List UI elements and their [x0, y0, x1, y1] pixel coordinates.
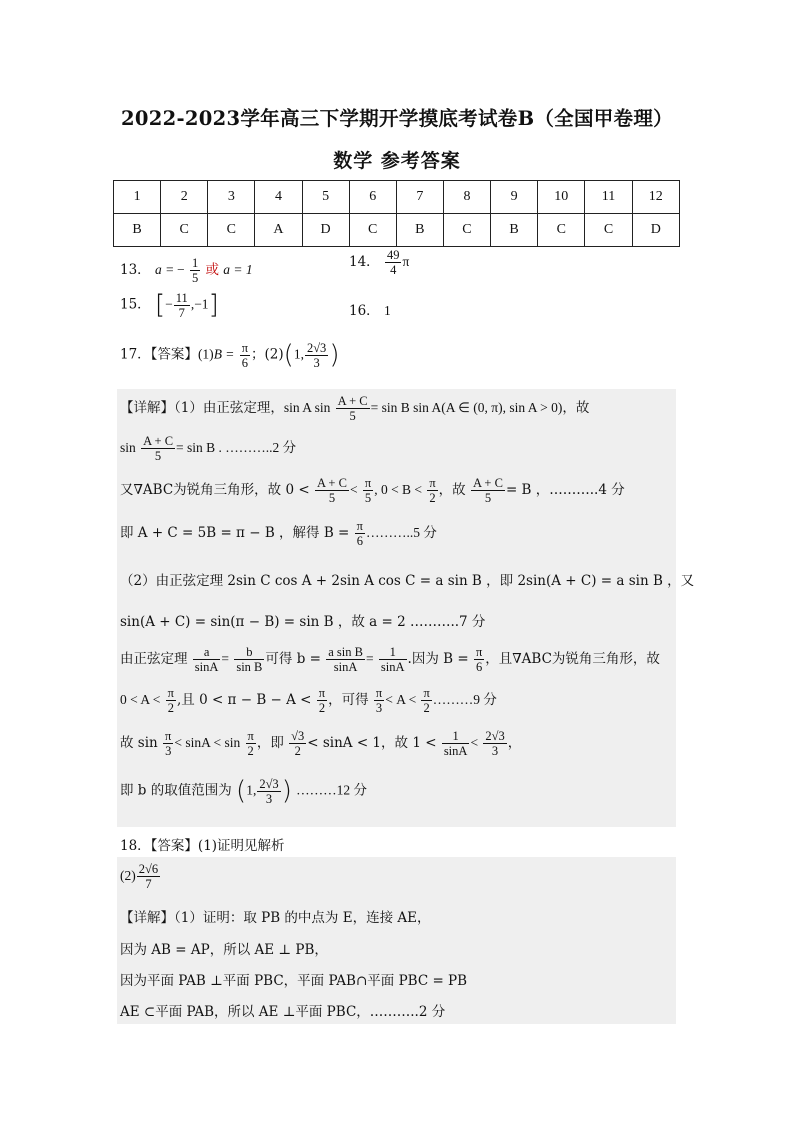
- frac-num: π: [364, 476, 372, 490]
- text: （2）由正弦定理 2sin C cos A + 2sin A cos C = a sin B ，即 2sin(A + C) = a sin B ，又: [120, 573, 695, 589]
- frac-num: π: [167, 686, 174, 700]
- frac-num: π: [318, 686, 326, 700]
- q13-fraction: [190, 256, 200, 285]
- q13-label: 13．: [120, 262, 151, 278]
- frac-den: 3: [265, 791, 273, 806]
- fraction: [246, 729, 256, 758]
- answer-table: [113, 180, 680, 247]
- text: ，: [507, 735, 522, 751]
- text: 故 sin: [120, 735, 158, 751]
- frac-num: 2√3: [485, 729, 505, 743]
- fraction: [257, 777, 280, 806]
- q16-value: 1: [383, 303, 391, 318]
- q14-pi: π: [402, 254, 410, 269]
- text: sin(A + C) = sin(π − B) = sin B ，故 a = 2 ………..7 分: [120, 614, 486, 630]
- q15-rest: ,−1: [190, 296, 209, 312]
- q17-sep: ；(2): [251, 346, 284, 363]
- text: 即 A + C = 5B = π − B ，解得 B =: [120, 525, 350, 541]
- q17-range-one: 1,: [293, 346, 304, 362]
- text: 1,: [246, 782, 257, 798]
- frac-num: b: [234, 645, 264, 660]
- fraction: [379, 645, 407, 674]
- q15-left-bracket: [: [154, 290, 166, 320]
- text: ,且 0 < π − B − A <: [176, 692, 312, 708]
- frac-num: A + C: [316, 476, 347, 490]
- answer-table-answer-cell: D: [302, 214, 349, 247]
- answer-table-answer-cell: C: [349, 214, 396, 247]
- q13-var: a: [154, 262, 162, 277]
- answer-table-number-cell: 4: [255, 181, 302, 214]
- q16-label: 16．: [349, 303, 380, 319]
- frac-num: π: [429, 476, 436, 490]
- answer-table-answer-row: [114, 214, 680, 247]
- text: (2): [120, 868, 136, 883]
- q17-detail-line-5: [120, 569, 694, 589]
- answer-table-answer-cell: B: [491, 214, 538, 247]
- answer-table-number-cell: 12: [632, 181, 679, 214]
- q17-detail-line-7: [120, 645, 660, 674]
- frac-num: π: [241, 340, 249, 355]
- answer-table-number-cell: 8: [443, 181, 490, 214]
- text: 因为 AB = AP，所以 AE ⊥ PB，: [120, 942, 328, 958]
- frac-den: 3: [375, 701, 383, 715]
- frac-den: 6: [356, 534, 363, 548]
- text: 18．【答案】(1)证明见解析: [120, 838, 285, 854]
- frac-den: 3: [165, 744, 172, 758]
- answer-table-number-cell: 6: [349, 181, 396, 214]
- q17-left-paren: (: [283, 340, 294, 370]
- answer-table-answer-cell: B: [396, 214, 443, 247]
- fraction: [336, 394, 370, 423]
- q18-detail-line-2: [120, 938, 328, 958]
- text: 【详解】（1）由正弦定理，: [120, 400, 284, 416]
- fraction: [137, 862, 160, 891]
- frac-den: 5: [328, 491, 336, 505]
- frac-den: 2: [429, 491, 436, 505]
- text: < sinA < sin: [174, 735, 241, 750]
- frac-den: 5: [349, 409, 356, 423]
- fraction: [427, 476, 437, 505]
- q13-answer: [120, 256, 253, 285]
- text: ………..5 分: [365, 525, 437, 540]
- fraction: [442, 729, 470, 758]
- fraction: [474, 645, 484, 674]
- answer-table-answer-cell: C: [443, 214, 490, 247]
- text: < sinA < 1，故 1 <: [307, 735, 437, 751]
- frac-den: 2: [294, 744, 301, 758]
- q17-right-paren: ): [329, 340, 340, 370]
- q14-fraction: [385, 248, 402, 277]
- q17-part1: (1): [197, 346, 214, 362]
- page-subtitle: 数学 参考答案: [333, 150, 461, 172]
- frac-num: A + C: [472, 476, 503, 490]
- text: = sin B sin A(A ∈ (0, π), sin A > 0): [370, 400, 563, 415]
- text: <: [470, 735, 479, 750]
- text: ，且∇ABC为锐角三角形，故: [485, 651, 660, 667]
- fraction: [193, 645, 221, 674]
- q17-detail-line-1: [120, 394, 589, 423]
- frac-num: 2√6: [138, 862, 159, 876]
- frac-den: 6: [241, 355, 248, 370]
- frac-den: 3: [491, 744, 499, 758]
- frac-num: π: [356, 519, 363, 533]
- q18-detail-line-1: [120, 906, 430, 926]
- answer-table-number-cell: 9: [491, 181, 538, 214]
- text: 因为平面 PAB ⊥平面 PBC，平面 PAB∩平面 PBC = PB: [120, 973, 468, 989]
- frac-den: 2: [318, 701, 326, 715]
- fraction: [289, 729, 306, 758]
- frac-den: sinA: [333, 660, 358, 674]
- q18-answer: [120, 834, 285, 854]
- answer-table-answer-cell: C: [538, 214, 585, 247]
- frac-num: 1: [379, 645, 407, 660]
- text: 又∇ABC为锐角三角形，故 0 <: [120, 482, 310, 498]
- answer-table-answer-cell: D: [632, 214, 679, 247]
- text: ，可得: [328, 692, 369, 708]
- q14-label: 14．: [349, 254, 380, 270]
- text: sin A sin: [283, 400, 331, 415]
- q17-detail-line-10: [120, 776, 367, 806]
- q13-rest: a = 1: [223, 262, 253, 277]
- q13-or: 或: [205, 262, 219, 278]
- frac-den: sinA: [194, 660, 219, 674]
- frac-den: 2: [247, 744, 254, 758]
- q17-b-eq: B =: [213, 346, 235, 362]
- fraction: [315, 476, 349, 505]
- q15-right-bracket: ]: [208, 290, 219, 320]
- answer-table-number-cell: 1: [114, 181, 161, 214]
- q15-den: 7: [178, 305, 185, 320]
- frac-num: 1: [442, 729, 470, 744]
- fraction: [141, 434, 175, 463]
- frac-den: 5: [154, 449, 162, 463]
- page-title: 2022-2023学年高三下学期开学摸底考试卷B（全国甲卷理）: [121, 107, 673, 130]
- q15-fraction: [174, 291, 190, 320]
- frac-num: √3: [291, 729, 305, 743]
- answer-table-number-cell: 11: [585, 181, 632, 214]
- frac-num: a: [193, 645, 221, 660]
- text: = sin B . ………..2 分: [176, 440, 297, 455]
- fraction: [471, 476, 505, 505]
- fraction: [355, 519, 365, 548]
- answer-table-number-cell: 2: [161, 181, 208, 214]
- fraction: [163, 729, 173, 758]
- text: =: [221, 651, 230, 666]
- fraction: [166, 686, 176, 715]
- q14-den: 4: [390, 263, 397, 277]
- q15-num: 11: [175, 290, 188, 305]
- text: ………12 分: [296, 782, 368, 798]
- q17-detail-line-2: [120, 434, 296, 463]
- answer-table-answer-cell: C: [208, 214, 255, 247]
- q17-label: 17．【答案】: [120, 346, 198, 363]
- answer-table-answer-cell: C: [585, 214, 632, 247]
- q17-detail-line-3: [120, 476, 625, 505]
- q14-answer: [349, 248, 409, 277]
- q17-detail-line-9: [120, 729, 521, 758]
- text: , 0 < B <: [374, 482, 423, 497]
- q13-num: 1: [191, 256, 199, 270]
- q17-detail-line-4: [120, 519, 437, 548]
- fraction: [317, 686, 327, 715]
- left-paren: (: [236, 776, 247, 806]
- frac-num: 2√3: [306, 340, 327, 355]
- q17-fraction-pi6: [240, 341, 250, 370]
- q18-part2-value: [120, 862, 161, 891]
- frac-num: π: [423, 686, 430, 700]
- text: 可得 b =: [265, 651, 321, 667]
- frac-num: A + C: [337, 394, 368, 408]
- answer-table-number-cell: 3: [208, 181, 255, 214]
- answer-table-answer-cell: A: [255, 214, 302, 247]
- frac-num: 2√3: [259, 776, 279, 791]
- q15-answer: [120, 290, 219, 320]
- fraction: [326, 645, 365, 674]
- text: < A <: [385, 692, 417, 707]
- q18-detail-line-4: [120, 1000, 445, 1020]
- q17-answer: [120, 340, 339, 370]
- answer-table-answer-cell: B: [114, 214, 161, 247]
- text: AE ⊂平面 PAB，所以 AE ⊥平面 PBC，………..2 分: [120, 1004, 446, 1020]
- answer-table-number-cell: 5: [302, 181, 349, 214]
- text: <: [349, 482, 358, 497]
- q17-fraction-range: [305, 341, 328, 370]
- frac-den: 5: [484, 491, 492, 505]
- frac-den: 2: [423, 701, 430, 715]
- q17-detail-line-6: [120, 610, 485, 630]
- answer-table-number-cell: 10: [538, 181, 585, 214]
- frac-num: π: [375, 686, 383, 700]
- text: ，故: [438, 482, 466, 498]
- q16-answer: [349, 299, 391, 319]
- text: sin: [120, 440, 136, 455]
- q14-num: 49: [386, 248, 400, 262]
- frac-den: sinA: [380, 660, 405, 674]
- frac-den: 5: [364, 491, 372, 505]
- text: ，即: [256, 735, 284, 751]
- frac-den: sinA: [443, 744, 468, 758]
- right-paren: ): [281, 776, 292, 806]
- text: =: [365, 651, 374, 666]
- q17-detail-line-8: [120, 686, 497, 715]
- q13-eq: = −: [166, 262, 185, 277]
- text: 由正弦定理: [120, 651, 188, 667]
- frac-num: π: [475, 645, 483, 659]
- text: ，故: [562, 400, 590, 416]
- fraction: [234, 645, 264, 674]
- text: 0 < A <: [120, 692, 161, 707]
- frac-den: 7: [145, 877, 152, 891]
- answer-table-number-cell: 7: [396, 181, 443, 214]
- frac-num: A + C: [143, 434, 174, 448]
- q18-detail-line-3: [120, 969, 467, 989]
- answer-table-number-row: [114, 181, 680, 214]
- fraction: [483, 729, 506, 758]
- answer-table-answer-cell: C: [161, 214, 208, 247]
- q15-sign: −: [165, 296, 173, 312]
- text: 【详解】（1）证明：取 PB 的中点为 E，连接 AE，: [120, 910, 431, 926]
- q15-label: 15．: [120, 296, 151, 313]
- text: = B ，………..4 分: [505, 482, 625, 498]
- frac-num: π: [165, 729, 172, 743]
- fraction: [421, 686, 431, 715]
- frac-den: 2: [167, 701, 174, 715]
- text: 即 b 的取值范围为: [120, 782, 232, 799]
- frac-num: a sin B: [328, 645, 363, 659]
- fraction: [374, 686, 384, 715]
- frac-den: 6: [475, 660, 483, 674]
- text: ………9 分: [432, 692, 497, 707]
- text: .因为 B =: [407, 651, 469, 667]
- q13-den: 5: [191, 271, 199, 285]
- frac-den: 3: [313, 355, 320, 370]
- frac-den: sin B: [236, 660, 263, 674]
- fraction: [363, 476, 373, 505]
- frac-num: π: [247, 729, 254, 743]
